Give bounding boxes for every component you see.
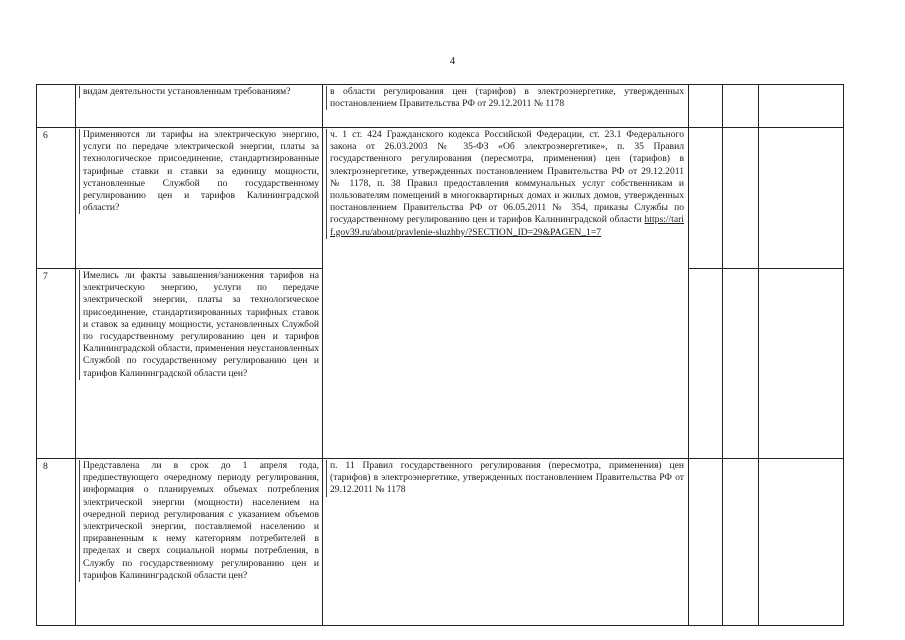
legal-basis-text: ч. 1 ст. 424 Гражданского кодекса Российской Федерации, ст. 23.1 Федерального закона от 26.03.2003 № 35-ФЗ «Об электроэнергетике», п. 35 Правил государственного регулирования (пересмотра, применения) цен (тарифов) в электроэнергетике, утвержденных постановлением Правительства РФ от 29.12.2011 № 1178, п. 38 Правил предоставления коммунальных услуг собственникам и пользователям помещений в многоквартирных домах и жилых домов, утвержденных постановлением Правительства РФ от 06.05.2011 № 354, приказы Службы по государственному регулированию цен и тарифов Калининградской области [330, 129, 684, 226]
legal-basis-text: п. 11 Правил государственного регулирования (пересмотра, применения) цен (тарифов) в электроэнергетике, утвержденных постановлением Правительства РФ от 29.12.2011 № 1178 [326, 460, 684, 497]
table-row [37, 128, 844, 269]
answer-yes-cell [689, 459, 723, 626]
row-number [37, 85, 76, 128]
answer-no-cell [723, 269, 759, 459]
row-number: 6 [37, 128, 76, 269]
question-text: видам деятельности установленным требованиям? [79, 86, 319, 98]
answer-yes-cell [689, 269, 723, 459]
answer-no-cell [723, 85, 759, 128]
question-text: Имелись ли факты завышения/занижения тарифов на электрическую энергию, услуги по передаче электрической энергии, платы за технологическое присоединение, стандартизированных тарифных ставок и ставок за единицу мощности, установленных Службой по государственному регулированию цен и тарифов Калининградской области, применения неустановленных Службой по государственному регулированию цен и тарифов Калининградской области цен? [79, 270, 319, 380]
answer-yes-cell [689, 128, 723, 269]
row-number: 7 [37, 269, 76, 459]
note-cell [759, 459, 844, 626]
table-row [37, 85, 844, 128]
answer-no-cell [723, 128, 759, 269]
note-cell [759, 128, 844, 269]
answer-no-cell [723, 459, 759, 626]
answer-yes-cell [689, 85, 723, 128]
question-text: Представлена ли в срок до 1 апреля года, предшествующего очередному периоду регулирования, информация о планируемых объемах потребления электрической энергии (мощности) населением на очередной период регулирования с указанием объемов электрической энергии, поставляемой населению и приравненным к нему категориям потребителей в пределах и сверх социальной нормы потребления, в Службу по государственному регулированию цен и тарифов Калининградской области цен? [79, 460, 319, 582]
tariff-service-link[interactable]: https://tarif.gov39.ru/about/pravlenie-sluzhby/?SECTION_ID=29&PAGEN_1=7 [330, 214, 684, 238]
note-cell [759, 269, 844, 459]
question-text: Применяются ли тарифы на электрическую энергию, услуги по передаче электрической энергии, платы за технологическое присоединение, стандартизированные тарифные ставки и ставки за единицу мощности, установленные Службой по государственному регулированию цен и тарифов Калининградской области? [79, 129, 319, 214]
legal-basis-cell [326, 129, 684, 239]
legal-basis-text: в области регулирования цен (тарифов) в электроэнергетике, утвержденных постановлением Правительства РФ от 29.12.2011 № 1178 [326, 86, 684, 110]
page-number: 4 [449, 55, 456, 67]
table-row [37, 459, 844, 626]
checklist-table [36, 84, 844, 626]
row-number: 8 [37, 459, 76, 626]
note-cell [759, 85, 844, 128]
